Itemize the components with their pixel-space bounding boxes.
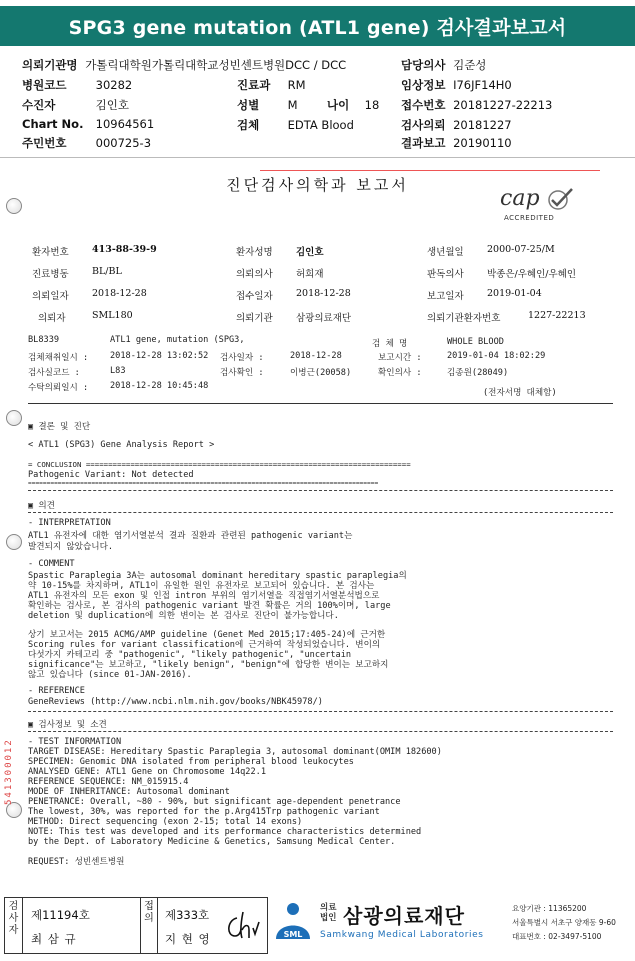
comment-line: 않고 있습니다 (since 01-JAN-2016).: [28, 670, 192, 680]
room-code: L83: [110, 366, 126, 376]
receipt-no: 접수번호 20181227-22213: [401, 98, 553, 112]
punch-hole: [6, 198, 22, 214]
specimen: 검체 EDTA Blood: [237, 118, 354, 132]
exam-date-label: 검사일자 :: [220, 353, 264, 363]
report-date: 결과보고 20190110: [401, 136, 512, 150]
test-info-heading: - TEST INFORMATION: [28, 737, 122, 747]
hospital-code: 병원코드 30282: [22, 78, 133, 92]
punch-hole: [6, 410, 22, 426]
requester-label: 의뢰자: [38, 313, 66, 324]
test-code: BL8339: [28, 335, 60, 345]
test-info-line: The lowest, 30%, was reported for the p.Arg415Trp pathogenic variant: [28, 807, 380, 817]
req-doctor: 허희재: [296, 269, 324, 280]
test-info-line: SPECIMEN: Genomic DNA isolated from peripheral blood leukocytes: [28, 757, 354, 767]
comment-line: Scoring rules for variant classification에 근거하여 작성되었습니다. 변이의: [28, 640, 381, 650]
clinic: 진료과 RM: [237, 78, 306, 92]
test-request: 검사의뢰 20181227: [401, 118, 512, 132]
test-info-line: REFERENCE SEQUENCE: NM_015915.4: [28, 777, 189, 787]
signature-box: [4, 897, 268, 954]
punch-hole: [6, 534, 22, 550]
opinion-heading: ▣ 의견: [28, 501, 55, 511]
test-info-line: TARGET DISEASE: Hereditary Spastic Paraplegia 3, autosomal dominant(OMIM 182600): [28, 747, 442, 757]
conclusion-heading: = CONCLUSION =========================================================================: [28, 460, 411, 469]
report-time-label: 보고시간 :: [378, 353, 422, 363]
recv-time: 2018-12-28 10:45:48: [110, 381, 209, 391]
org-address: 서울특별시 서초구 양재동 9-60: [512, 918, 616, 927]
test-info-line: METHOD: Direct sequencing (exon 2-15; total 14 exons): [28, 817, 303, 827]
info-heading: ▣ 검사정보 및 소견: [28, 720, 107, 730]
reference-line: GeneReviews (http://www.ncbi.nlm.nih.gov/books/NBK45978/): [28, 697, 323, 707]
req-date-label: 의뢰일자: [32, 291, 69, 302]
cap-accredited-logo: cap ACCREDITED: [500, 186, 578, 226]
report-title: SPG3 gene mutation (ATL1 gene) 검사결과보고서: [68, 16, 567, 39]
interp-line: 발견되지 않았습니다.: [28, 542, 114, 552]
receipt-date: 2018-12-28: [296, 288, 351, 299]
report-title-bar: [0, 6, 635, 46]
svg-text:SML: SML: [283, 930, 303, 939]
confirm-doc: 김종원(28049): [447, 368, 509, 378]
interp-line: ATL1 유전자에 대한 염기서열분석 결과 질환과 관련된 pathogenic variant는: [28, 531, 353, 541]
comment-line: Spastic Paraplegia 3A는 autosomal dominant hereditary spastic paraplegia의: [28, 571, 407, 581]
req-org-pt-label: 의뢰기관환자번호: [427, 313, 501, 324]
checkmark-icon: [546, 186, 576, 212]
req-org: 삼광의료재단: [296, 313, 352, 324]
reviewer-license: 제333호: [165, 908, 210, 922]
e-signature-note: (전자서명 대체함): [483, 388, 557, 398]
dashed-rule: [28, 711, 613, 712]
dob: 2000-07-25/M: [487, 244, 555, 255]
patient-no: 413-88-39-9: [92, 244, 157, 255]
rule: [28, 403, 613, 404]
age: 나이 18: [327, 98, 380, 112]
sex: 성별 M: [237, 98, 298, 112]
inspector-label: 검사자: [5, 898, 23, 953]
confirm-label: 검사확인 :: [220, 368, 264, 378]
recv-label: 수탁의뢰일시 :: [28, 383, 89, 393]
test-info-line: MODE OF INHERITANCE: Autosomal dominant: [28, 787, 230, 797]
specimen-name-label: 검 체 명: [372, 339, 408, 349]
sml-logo: [272, 899, 314, 947]
interp-heading: - INTERPRETATION: [28, 518, 111, 528]
dashed-rule: [28, 512, 613, 513]
requester: SML180: [92, 310, 133, 321]
org-phone: 대표번호 : 02-3497-5100: [512, 932, 602, 941]
requesting-org: 의뢰기관명 가톨릭대학원가톨릭대학교성빈센트병원DCC / DCC: [22, 58, 347, 72]
request-line: REQUEST: 성빈센트병원: [28, 857, 125, 867]
divider: [0, 157, 635, 158]
test-name: ATL1 gene, mutation (SPG3,: [110, 335, 245, 345]
comment-line: 확인하는 검사로, 본 검사의 pathogenic variant 발견 확률은 거의 100%이며, large: [28, 601, 391, 611]
test-info-line: by the Dept. of Laboratory Medicine & Genetics, Samsung Medical Center.: [28, 837, 396, 847]
comment-line: 약 10-15%를 차지하며, ATL1이 유일한 원인 유전자로 보고되어 있습니다. 본 검사는: [28, 581, 375, 591]
chart-no: Chart No. 10964561: [22, 117, 155, 131]
conclusion: Pathogenic Variant: Not detected: [28, 470, 194, 480]
report-time: 2019-01-04 18:02:29: [447, 351, 546, 361]
ward-label: 진료병동: [32, 269, 69, 280]
exam-date: 2018-12-28: [290, 351, 342, 361]
org-name: 삼광의료재단: [343, 904, 465, 928]
side-serial-number: 541300012: [4, 738, 14, 805]
req-org-label: 의뢰기관: [236, 313, 273, 324]
ward: BL/BL: [92, 266, 122, 277]
red-line: [260, 170, 600, 171]
comment-line: 상기 보고서는 2015 ACMG/AMP guideline (Genet Med 2015;17:405-24)에 근거한: [28, 630, 386, 640]
report-subtitle: < ATL1 (SPG3) Gene Analysis Report >: [28, 440, 215, 450]
req-date: 2018-12-28: [92, 288, 147, 299]
receipt-date-label: 접수일자: [236, 291, 273, 302]
inspector-license: 제11194호: [31, 908, 90, 922]
patient: 수진자 김인호: [22, 98, 129, 112]
collect-time: 2018-12-28 13:02:52: [110, 351, 209, 361]
result-heading: ▣ 결론 및 진단: [28, 422, 91, 432]
reviewer-name: 지 현 영: [165, 932, 211, 946]
reading: 박종은/우혜인/우혜인: [487, 269, 576, 280]
collect-label: 검체채취일시 :: [28, 353, 89, 363]
comment-line: deletion 및 duplication에 의한 변이는 본 검사로 진단이 불가능합니다.: [28, 611, 339, 621]
inspector-name: 최 삼 규: [31, 932, 77, 946]
test-info-line: NOTE: This test was developed and its performance characteristics determined: [28, 827, 422, 837]
confirm-doc-label: 확인의사 :: [378, 368, 422, 378]
patient-name-label: 환자성명: [236, 247, 273, 258]
reading-label: 판독의사: [427, 269, 464, 280]
eq-rule: ==============================================================================================: [28, 480, 379, 487]
room-label: 검사실코드 :: [28, 368, 80, 378]
footer: [0, 893, 635, 961]
confirm: 이병근(20058): [290, 368, 352, 378]
req-org-pt: 1227-22213: [528, 310, 586, 321]
comment-line: 다섯가지 카테고리 중 "pathogenic", "likely pathogenic", "uncertain: [28, 650, 352, 660]
patient-name: 김인호: [296, 247, 324, 258]
clinical-info: 임상정보 I76JF14H0: [401, 78, 512, 92]
org-name-en: Samkwang Medical Laboratories: [320, 930, 484, 940]
scan-title: 진단검사의학과 보고서: [226, 176, 409, 194]
comment-line: significance"는 보고하고, "likely benign", "benign"에 합당한 변이는 보고하지: [28, 660, 389, 670]
org-code: 요양기관 : 11365200: [512, 904, 587, 913]
comment-line: ATL1 유전자의 모든 exon 및 인접 intron 부위의 염기서열을 직접염기서열분석법으로: [28, 591, 380, 601]
dashed-rule: [28, 490, 613, 491]
test-info-line: ANALYSED GENE: ATL1 Gene on Chromosome 14q22.1: [28, 767, 266, 777]
comment-heading: - COMMENT: [28, 559, 75, 569]
reference-heading: - REFERENCE: [28, 686, 85, 696]
scan-report-date: 2019-01-04: [487, 288, 542, 299]
scanned-report: [0, 160, 635, 890]
reviewer-label: 접의: [140, 898, 158, 953]
dob-label: 생년월일: [427, 247, 464, 258]
specimen-name: WHOLE BLOOD: [447, 337, 504, 347]
resident-no: 주민번호 000725-3: [22, 136, 152, 150]
test-info-line: PENETRANCE: Overall, ~80 - 90%, but significant age-dependent penetrance: [28, 797, 401, 807]
dashed-rule: [28, 731, 613, 732]
doctor: 담당의사 김준성: [401, 58, 487, 72]
report-date-label: 보고일자: [427, 291, 464, 302]
org-type: 의료 법인: [320, 903, 337, 923]
req-doctor-label: 의뢰의사: [236, 269, 273, 280]
patient-no-label: 환자번호: [32, 247, 69, 258]
handwritten-signature: [223, 908, 263, 944]
